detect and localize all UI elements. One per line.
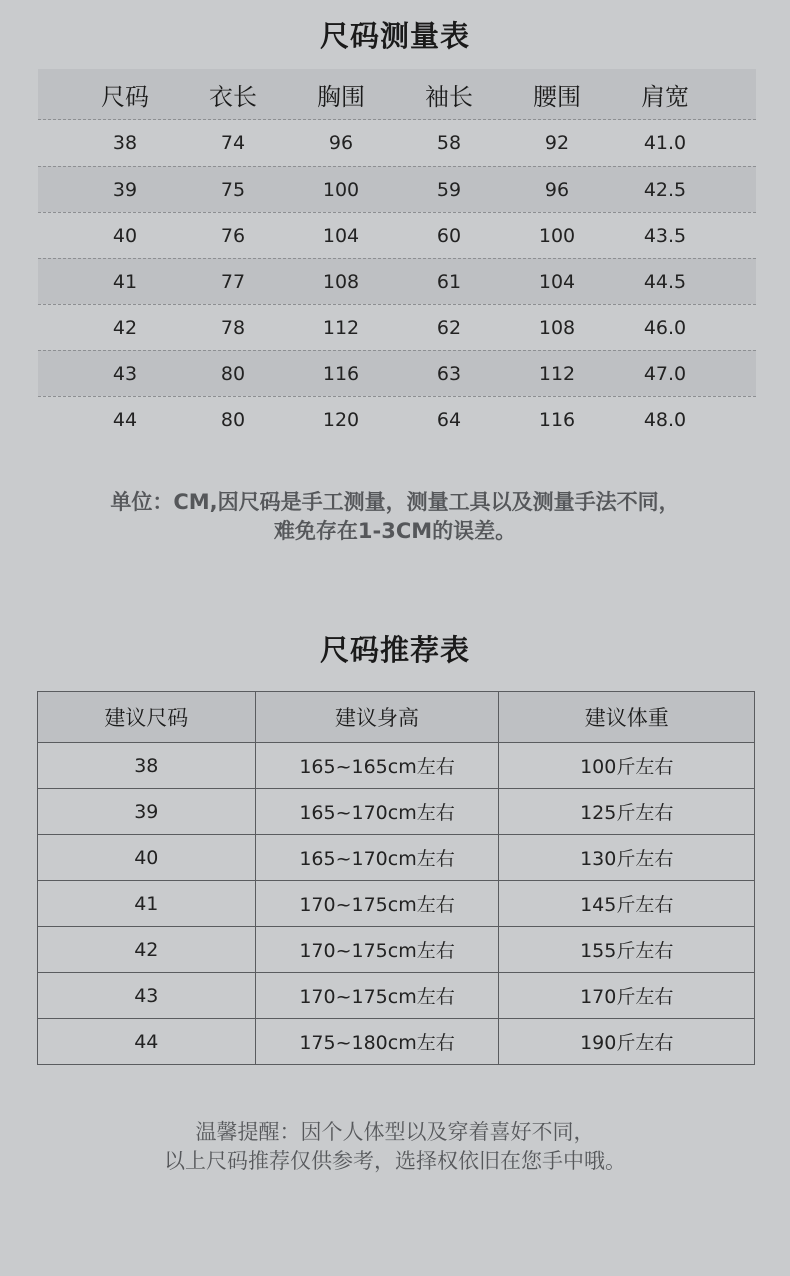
table-row bbox=[38, 973, 755, 1019]
table-cell: 61 bbox=[436, 270, 462, 293]
table-row bbox=[38, 258, 756, 304]
table-cell: 170~175cm左右 bbox=[255, 881, 499, 927]
header-cell: 建议尺码 bbox=[38, 692, 256, 743]
table-cell: 92 bbox=[544, 132, 570, 154]
table-cell: 116 bbox=[322, 362, 360, 385]
table-row bbox=[38, 396, 756, 442]
table-cell: 170斤左右 bbox=[499, 973, 755, 1019]
table-cell: 38 bbox=[112, 132, 138, 154]
header-cell: 腰围 bbox=[533, 82, 581, 111]
table-cell: 41 bbox=[112, 270, 138, 293]
table-cell: 43 bbox=[112, 362, 138, 385]
table-cell: 42 bbox=[38, 927, 256, 973]
header-cell: 胸围 bbox=[317, 82, 365, 111]
table-cell: 155斤左右 bbox=[499, 927, 755, 973]
table-cell: 46.0 bbox=[643, 316, 687, 339]
reminder-line: 温馨提醒：因个人体型以及穿着喜好不同， bbox=[195, 1120, 595, 1144]
table-cell: 44.5 bbox=[643, 270, 687, 293]
table-cell: 41 bbox=[38, 881, 256, 927]
table-cell: 75 bbox=[220, 178, 246, 201]
table-cell: 108 bbox=[538, 316, 576, 339]
measure-table bbox=[38, 69, 756, 442]
measure-note-line: 难免存在1-3CM的误差。 bbox=[273, 519, 517, 543]
table-cell: 44 bbox=[112, 408, 138, 431]
table-cell: 104 bbox=[322, 224, 360, 247]
measure-table-title: 尺码测量表 bbox=[319, 19, 470, 53]
table-cell: 145斤左右 bbox=[499, 881, 755, 927]
table-cell: 43 bbox=[38, 973, 256, 1019]
table-cell: 42.5 bbox=[643, 178, 687, 201]
table-cell: 108 bbox=[322, 270, 360, 293]
table-cell: 74 bbox=[220, 132, 246, 154]
measure-note bbox=[0, 488, 790, 546]
table-cell: 39 bbox=[112, 178, 138, 201]
header-cell: 尺码 bbox=[101, 82, 149, 111]
table-cell: 96 bbox=[328, 132, 354, 154]
table-cell: 59 bbox=[436, 178, 462, 201]
table-row bbox=[38, 1019, 755, 1065]
table-cell: 58 bbox=[436, 132, 462, 154]
table-cell: 38 bbox=[38, 743, 256, 789]
table-cell: 165~170cm左右 bbox=[255, 835, 499, 881]
table-cell: 44 bbox=[38, 1019, 256, 1065]
reminder-note bbox=[0, 1118, 790, 1176]
recommend-table-title: 尺码推荐表 bbox=[319, 633, 470, 667]
table-cell: 104 bbox=[538, 270, 576, 293]
table-cell: 165~165cm左右 bbox=[255, 743, 499, 789]
table-row bbox=[38, 212, 756, 258]
header-cell: 衣长 bbox=[209, 82, 257, 111]
table-cell: 170~175cm左右 bbox=[255, 973, 499, 1019]
table-cell: 40 bbox=[112, 224, 138, 247]
table-cell: 190斤左右 bbox=[499, 1019, 755, 1065]
table-row bbox=[38, 835, 755, 881]
measure-table-header bbox=[38, 69, 756, 120]
table-cell: 80 bbox=[220, 362, 246, 385]
table-cell: 77 bbox=[220, 270, 246, 293]
table-row bbox=[38, 789, 755, 835]
table-cell: 60 bbox=[436, 224, 462, 247]
table-cell: 100 bbox=[322, 178, 360, 201]
table-cell: 100斤左右 bbox=[499, 743, 755, 789]
table-row bbox=[38, 743, 755, 789]
table-cell: 100 bbox=[538, 224, 576, 247]
header-cell: 袖长 bbox=[425, 82, 473, 111]
table-cell: 39 bbox=[38, 789, 256, 835]
header-cell: 肩宽 bbox=[641, 82, 689, 111]
table-cell: 170~175cm左右 bbox=[255, 927, 499, 973]
table-cell: 43.5 bbox=[643, 224, 687, 247]
table-cell: 47.0 bbox=[643, 362, 687, 385]
table-cell: 165~170cm左右 bbox=[255, 789, 499, 835]
table-row bbox=[38, 120, 756, 166]
table-row bbox=[38, 927, 755, 973]
table-cell: 63 bbox=[436, 362, 462, 385]
header-cell: 建议身高 bbox=[255, 692, 499, 743]
table-cell: 64 bbox=[436, 408, 462, 431]
table-cell: 40 bbox=[38, 835, 256, 881]
table-cell: 112 bbox=[538, 362, 576, 385]
table-cell: 130斤左右 bbox=[499, 835, 755, 881]
table-cell: 48.0 bbox=[643, 408, 687, 431]
table-row bbox=[38, 881, 755, 927]
table-cell: 42 bbox=[112, 316, 138, 339]
table-cell: 76 bbox=[220, 224, 246, 247]
table-cell: 112 bbox=[322, 316, 360, 339]
table-cell: 116 bbox=[538, 408, 576, 431]
table-cell: 175~180cm左右 bbox=[255, 1019, 499, 1065]
recommend-table-header bbox=[38, 692, 755, 743]
table-cell: 120 bbox=[322, 408, 360, 431]
measure-note-line: 单位：CM,因尺码是手工测量，测量工具以及测量手法不同， bbox=[110, 490, 680, 514]
table-cell: 125斤左右 bbox=[499, 789, 755, 835]
recommend-table bbox=[37, 691, 755, 1065]
table-cell: 62 bbox=[436, 316, 462, 339]
table-cell: 41.0 bbox=[643, 132, 687, 154]
table-cell: 78 bbox=[220, 316, 246, 339]
table-row bbox=[38, 350, 756, 396]
header-cell: 建议体重 bbox=[499, 692, 755, 743]
table-row bbox=[38, 166, 756, 212]
table-cell: 80 bbox=[220, 408, 246, 431]
table-cell: 96 bbox=[544, 178, 570, 201]
table-row bbox=[38, 304, 756, 350]
reminder-line: 以上尺码推荐仅供参考，选择权依旧在您手中哦。 bbox=[164, 1149, 626, 1173]
